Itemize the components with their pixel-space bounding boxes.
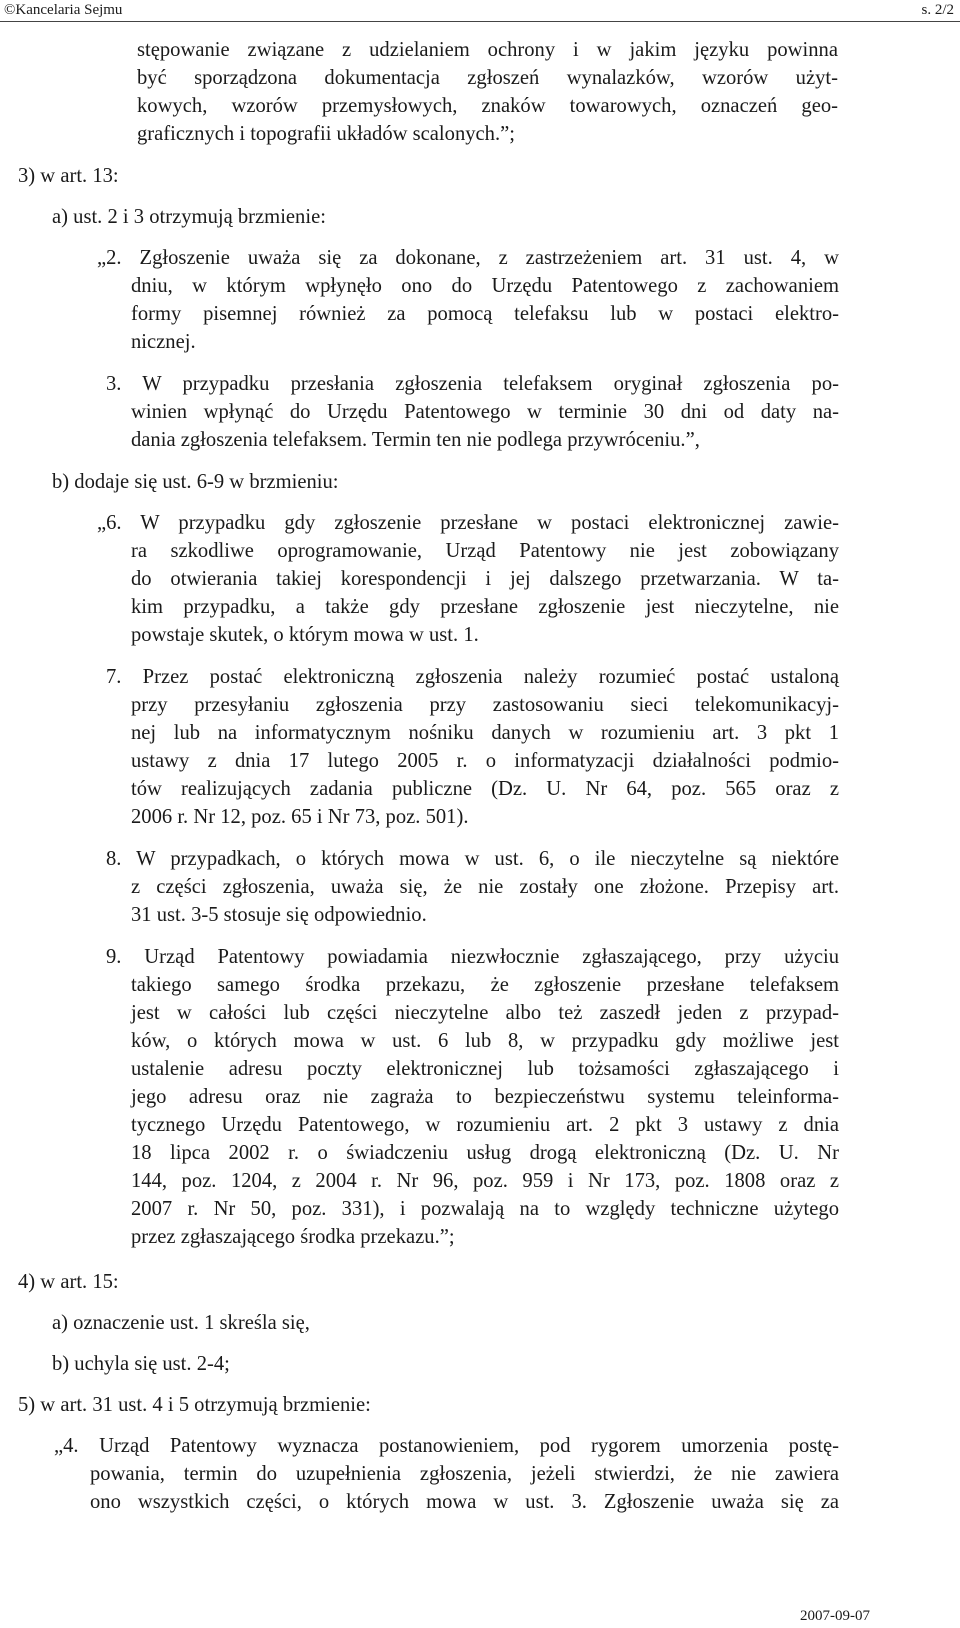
para-6-line: kim przypadku, a także gdy przesłane zgłoszenie jest nieczytelne, nie	[131, 596, 839, 618]
para-7-line: tów realizujących zadania publiczne (Dz. U. Nr 64, poz. 565 oraz z	[131, 778, 839, 800]
para-3-line: 3. W przypadku przesłania zgłoszenia telefaksem oryginał zgłoszenia po-	[106, 373, 839, 395]
para-9-line: 18 lipca 2002 r. o świadczeniu usług drogą elektroniczną (Dz. U. Nr	[131, 1142, 839, 1164]
para-6-line: do otwierania takiej korespondencji i jej dalszego przetwarzania. W ta-	[131, 568, 839, 590]
para-9-line: 144, poz. 1204, z 2004 r. Nr 96, poz. 959 i Nr 173, poz. 1808 oraz z	[131, 1170, 839, 1192]
para-2-line: nicznej.	[131, 331, 196, 353]
para-9-line: 9. Urząd Patentowy powiadamia niezwłocznie zgłaszającego, przy użyciu	[106, 946, 839, 968]
page-header	[0, 0, 960, 22]
para-9-line: przez zgłaszającego środka przekazu.”;	[131, 1226, 455, 1248]
para-8-line: 31 ust. 3-5 stosuje się odpowiednio.	[131, 904, 427, 926]
para-9-line: ustalenie adresu poczty elektronicznej lub tożsamości zgłaszającego i	[131, 1058, 839, 1080]
item-4a-text: a) oznaczenie ust. 1 skreśla się,	[52, 1312, 310, 1334]
para-6-line: „6. W przypadku gdy zgłoszenie przesłane w postaci elektronicznej zawie-	[97, 512, 839, 534]
page-number: s. 2/2	[921, 2, 954, 18]
para-9-line: ków, o których mowa w ust. 6 lub 8, w przypadku gdy możliwe jest	[131, 1030, 839, 1052]
item-5-heading: 5) w art. 31 ust. 4 i 5 otrzymują brzmienie:	[18, 1394, 371, 1416]
para-9-line: takiego samego środka przekazu, że zgłoszenie przesłane telefaksem	[131, 974, 839, 996]
item-3b-label: b) dodaje się ust. 6-9 w brzmieniu:	[52, 471, 339, 493]
para-2-line: „2. Zgłoszenie uważa się za dokonane, z zastrzeżeniem art. 31 ust. 4, w	[97, 247, 839, 269]
para-9-line: tycznego Urzędu Patentowego, w rozumieniu art. 2 pkt 3 ustawy z dnia	[131, 1114, 839, 1136]
para-4-line: ono wszystkich części, o których mowa w ust. 3. Zgłoszenie uważa się za	[90, 1491, 839, 1513]
item-3a-label: a) ust. 2 i 3 otrzymują brzmienie:	[52, 206, 326, 228]
para-9-line: 2007 r. Nr 50, poz. 331), i pozwalają na to względy techniczne użytego	[131, 1198, 839, 1220]
para-6-line: ra szkodliwe oprogramowanie, Urząd Patentowy nie jest zobowiązany	[131, 540, 839, 562]
copyright-label: ©Kancelaria Sejmu	[4, 2, 123, 18]
item-3-heading: 3) w art. 13:	[18, 165, 119, 187]
para-7-line: nej lub na informatycznym nośniku danych w rozumieniu art. 3 pkt 1	[131, 722, 839, 744]
para-2-line: formy pisemnej również za pomocą telefaksu lub w postaci elektro-	[131, 303, 839, 325]
para-7-line: 2006 r. Nr 12, poz. 65 i Nr 73, poz. 501).	[131, 806, 469, 828]
intro-line: być sporządzona dokumentacja zgłoszeń wynalazków, wzorów użyt-	[137, 67, 838, 89]
footer-date: 2007-09-07	[800, 1608, 870, 1624]
para-8-line: z części zgłoszenia, uważa się, że nie zostały one złożone. Przepisy art.	[131, 876, 839, 898]
para-3-line: winien wpłynąć do Urzędu Patentowego w terminie 30 dni od daty na-	[131, 401, 839, 423]
para-4-line: „4. Urząd Patentowy wyznacza postanowieniem, pod rygorem umorzenia postę-	[54, 1435, 839, 1457]
para-6-line: powstaje skutek, o którym mowa w ust. 1.	[131, 624, 479, 646]
item-4-heading: 4) w art. 15:	[18, 1271, 119, 1293]
intro-line: stępowanie związane z udzielaniem ochrony i w jakim języku powinna	[137, 39, 838, 61]
para-7-line: 7. Przez postać elektroniczną zgłoszenia należy rozumieć postać ustaloną	[106, 666, 839, 688]
para-9-line: jest w całości lub części nieczytelne albo też zaszedł jeden z przypad-	[131, 1002, 839, 1024]
para-9-line: jego adresu oraz nie zagraża to bezpieczeństwu systemu teleinforma-	[131, 1086, 839, 1108]
para-7-line: przy przesyłaniu zgłoszenia przy zastosowaniu sieci telekomunikacyj-	[131, 694, 839, 716]
para-8-line: 8. W przypadkach, o których mowa w ust. 6, o ile nieczytelne są niektóre	[106, 848, 839, 870]
para-4-line: powania, termin do uzupełnienia zgłoszenia, jeżeli stwierdzi, że nie zawiera	[90, 1463, 839, 1485]
para-7-line: ustawy z dnia 17 lutego 2005 r. o informatyzacji działalności podmio-	[131, 750, 839, 772]
para-3-line: dania zgłoszenia telefaksem. Termin ten nie podlega przywróceniu.”,	[131, 429, 700, 451]
para-2-line: dniu, w którym wpłynęło ono do Urzędu Patentowego z zachowaniem	[131, 275, 839, 297]
item-4b-text: b) uchyla się ust. 2-4;	[52, 1353, 230, 1375]
intro-line: kowych, wzorów przemysłowych, znaków towarowych, oznaczeń geo-	[137, 95, 838, 117]
intro-line: graficznych i topografii układów scalonych.”;	[137, 123, 515, 145]
